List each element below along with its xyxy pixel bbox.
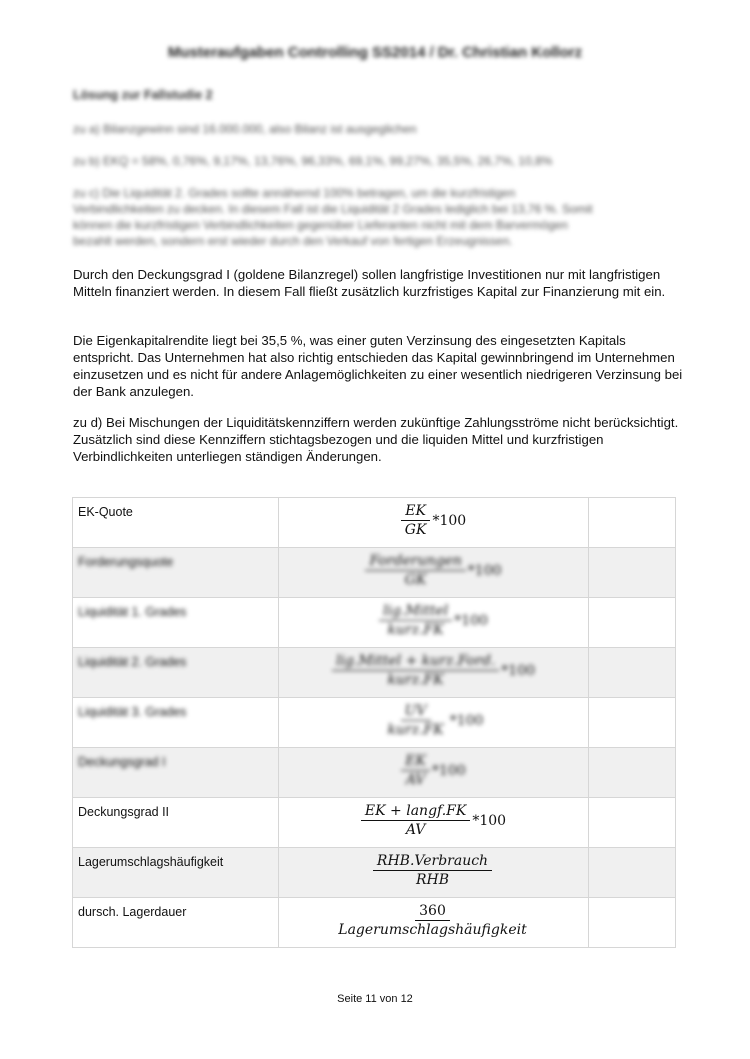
table-row (73, 598, 676, 648)
table-row (73, 698, 676, 748)
table-row (73, 648, 676, 698)
page-header: Musteraufgaben Controlling SS2014 / Dr. Christian Kollorz (167, 44, 583, 61)
formula-numerator: lig.Mittel + kurz.Ford. (332, 653, 499, 671)
formula-fraction (334, 903, 532, 938)
answer-c-line-4: bezahlt werden, sondern erst wieder durch den Verkauf von fertigen Erzeugnissen. (73, 234, 513, 248)
ratio-formula (279, 598, 589, 648)
ratio-formula (279, 848, 589, 898)
ratio-label: Liquidität 3. Grades (78, 705, 187, 719)
table-row (73, 848, 676, 898)
formula-numerator: Forderungen (365, 553, 465, 571)
ratio-name (73, 748, 279, 798)
formula-multiplier: *100 (449, 712, 484, 729)
empty-cell (589, 898, 676, 948)
formula-denominator: kurz.FK (387, 722, 444, 738)
table-row (73, 498, 676, 548)
answer-b: zu b) EKQ = 58%, 0,76%, 9,17%, 13,76%, 96,33%, 69,1%, 99,27%, 35,5%, 26,7%, 10,8% (73, 154, 553, 168)
empty-cell (589, 798, 676, 848)
answer-c-line-2: Verbindlichkeiten zu decken. In diesem Fall ist die Liquidität 2 Grades lediglich bei 13,76 %. Somit (73, 202, 593, 216)
ratio-label: Deckungsgrad I (78, 755, 166, 769)
formula-fraction (373, 853, 494, 888)
formula-multiplier: *100 (467, 562, 502, 579)
formula-fraction (401, 753, 465, 788)
page-number: Seite 11 von 12 (337, 993, 413, 1005)
formula-multiplier: *100 (432, 512, 467, 529)
ratio-label: Liquidität 1. Grades (78, 605, 187, 619)
ratio-formula (279, 898, 589, 948)
formula-numerator: EK (401, 753, 430, 771)
formula-denominator: AV (405, 772, 426, 788)
ratio-name (73, 598, 279, 648)
formula-multiplier: *100 (501, 662, 536, 679)
empty-cell (589, 498, 676, 548)
solution-title: Lösung zur Fallstudie 2 (73, 88, 213, 102)
ratio-name (73, 898, 279, 948)
table-row (73, 748, 676, 798)
formula-numerator: RHB.Verbrauch (373, 853, 492, 871)
ratio-formula (279, 548, 589, 598)
formula-numerator: 360 (415, 903, 450, 921)
answer-c-line-1: zu c) Die Liquidität 2. Grades sollte annähernd 100% betragen, um die kurzfristigen (73, 186, 516, 200)
empty-cell (589, 648, 676, 698)
formula-fraction (401, 503, 466, 538)
formula-numerator: EK + langf.FK (361, 803, 470, 821)
empty-cell (589, 848, 676, 898)
formula-denominator: kurz.FK (387, 622, 444, 638)
formula-denominator: AV (405, 822, 426, 838)
ratio-name (73, 498, 279, 548)
formula-denominator: GK (404, 572, 427, 588)
ratio-label: Liquidität 2. Grades (78, 655, 187, 669)
formula-fraction (332, 653, 535, 688)
formula-numerator: lig.Mittel (379, 603, 452, 621)
formula-multiplier: *100 (472, 812, 507, 829)
formula-denominator: RHB (415, 872, 450, 888)
ratio-name (73, 698, 279, 748)
ratio-label: dursch. Lagerdauer (78, 905, 187, 919)
formula-denominator: kurz.FK (387, 672, 444, 688)
formula-fraction (384, 703, 484, 738)
paragraph-eigenkapitalrendite: Die Eigenkapitalrendite liegt bei 35,5 %, was einer guten Verzinsung des eingesetzten Kapitals entspricht. Das Unternehmen hat also richtig entschieden das Kapital gewinnbringend im Unternehmen einzusetzen und es nicht für andere Anlagemöglichkeiten zu einer wesentlich niedrigeren Verzinsung bei der Bank anzulegen. (73, 333, 683, 399)
formula-fraction (379, 603, 488, 638)
ratio-formula (279, 698, 589, 748)
ratio-label: Deckungsgrad II (78, 805, 170, 819)
formula-numerator: EK (401, 503, 430, 521)
answer-c-line-3: können die kurzfristigen Verbindlichkeiten gegenüber Lieferanten nicht mit dem Barvermögen (73, 218, 568, 232)
formula-denominator: Lagerumschlagshäufigkeit (338, 922, 527, 938)
formula-table (72, 497, 676, 948)
paragraph-deckungsgrad: Durch den Deckungsgrad I (goldene Bilanzregel) sollen langfristige Investitionen nur mit langfristigen Mitteln finanziert werden. In diesem Fall fließt zusätzlich kurzfristiges Kapital zur Finanzierung mit ein. (73, 267, 666, 299)
ratio-formula (279, 648, 589, 698)
ratio-formula (279, 798, 589, 848)
table-row (73, 548, 676, 598)
ratio-formula (279, 498, 589, 548)
answer-a: zu a) Bilanzgewinn sind 16.000.000, also Bilanz ist ausgeglichen (73, 122, 417, 136)
formula-fraction (361, 803, 506, 838)
ratio-label: Forderungsquote (78, 555, 174, 569)
ratio-name (73, 548, 279, 598)
paragraph-answer-d: zu d) Bei Mischungen der Liquiditätskennziffern werden zukünftige Zahlungsströme nicht berücksichtigt. Zusätzlich sind diese Kennziffern stichtagsbezogen und die liquiden Mittel und kurzfristigen Verbindlichkeiten unterliegen ständigen Änderungen. (73, 415, 679, 464)
empty-cell (589, 598, 676, 648)
ratio-formula (279, 748, 589, 798)
ratio-label: EK-Quote (78, 505, 133, 519)
formula-numerator: UV (401, 703, 431, 721)
formula-multiplier: *100 (431, 762, 466, 779)
ratio-label: Lagerumschlagshäufigkeit (78, 855, 224, 869)
table-row (73, 798, 676, 848)
table-row (73, 898, 676, 948)
ratio-name (73, 648, 279, 698)
ratio-name (73, 848, 279, 898)
formula-multiplier: *100 (454, 612, 488, 629)
formula-denominator: GK (404, 522, 427, 538)
empty-cell (589, 548, 676, 598)
formula-fraction (365, 553, 501, 588)
empty-cell (589, 698, 676, 748)
empty-cell (589, 748, 676, 798)
ratio-name (73, 798, 279, 848)
